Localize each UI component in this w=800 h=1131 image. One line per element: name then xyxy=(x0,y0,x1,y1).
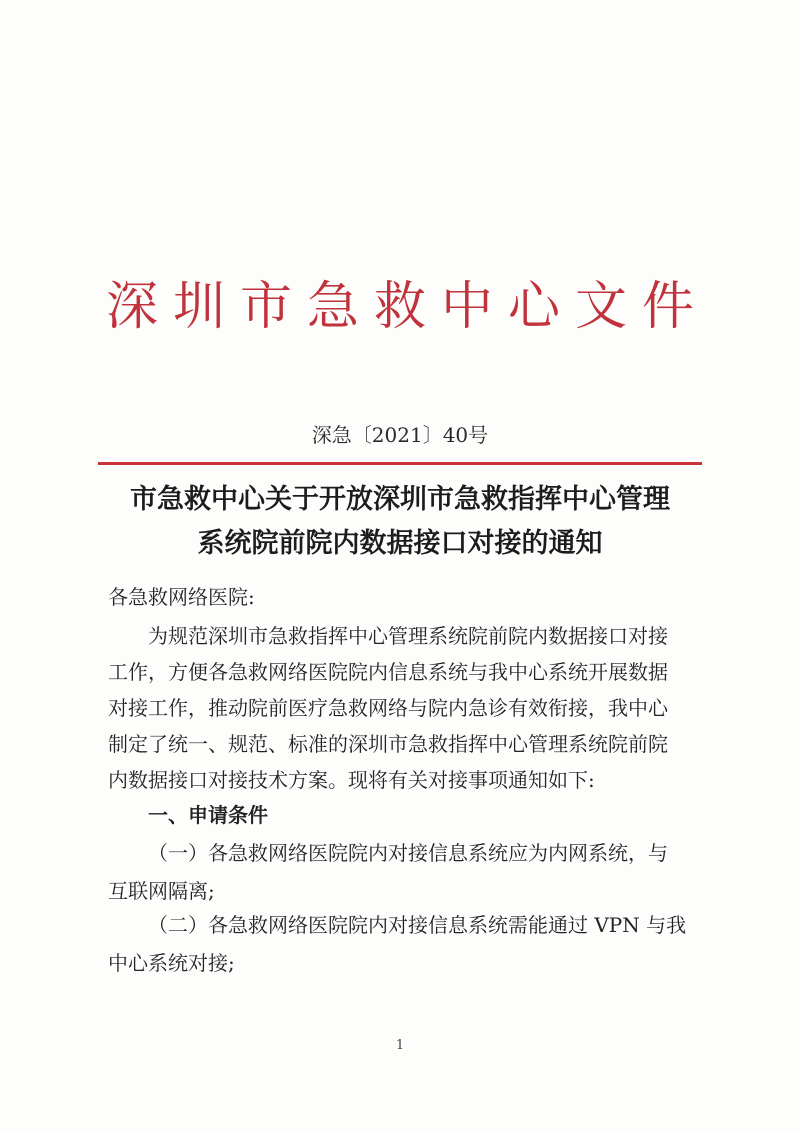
notice-title-line-1: 市急救中心关于开放深圳市急救指挥中心管理 xyxy=(130,484,670,515)
addressee: 各急救网络医院: xyxy=(108,585,255,609)
body-line: 对接工作，推动院前医疗急救网络与院内急诊有效衔接，我中心 xyxy=(108,696,668,720)
condition-item-2-line-2: 中心系统对接; xyxy=(108,951,235,975)
condition-item-2-line-1: （二）各急救网络医院院内对接信息系统需能通过 VPN 与我 xyxy=(148,913,687,937)
body-line: 工作，方便各急救网络医院院内信息系统与我中心系统开展数据 xyxy=(108,660,668,684)
red-divider-line xyxy=(98,462,702,465)
body-line: 为规范深圳市急救指挥中心管理系统院前院内数据接口对接 xyxy=(148,624,668,648)
issuing-office-header: 深圳市急救中心文件 xyxy=(105,277,709,337)
body-paragraph xyxy=(108,618,698,798)
notice-title-line-2: 系统院前院内数据接口对接的通知 xyxy=(197,528,603,559)
notice-title xyxy=(60,478,740,566)
document-number: 深急〔2021〕40号 xyxy=(311,423,489,447)
condition-item-1-line-2: 互联网隔离; xyxy=(108,879,215,903)
body-line: 制定了统一、规范、标准的深圳市急救指挥中心管理系统院前院 xyxy=(108,732,668,756)
condition-item-1-line-1: （一）各急救网络医院院内对接信息系统应为内网系统，与 xyxy=(148,841,668,865)
page-number: 1 xyxy=(395,1038,405,1053)
body-line: 内数据接口对接技术方案。现将有关对接事项通知如下: xyxy=(108,768,595,792)
condition-item-1 xyxy=(108,834,698,910)
condition-item-2 xyxy=(108,906,698,982)
section-heading-application-conditions: 一、申请条件 xyxy=(148,803,268,827)
